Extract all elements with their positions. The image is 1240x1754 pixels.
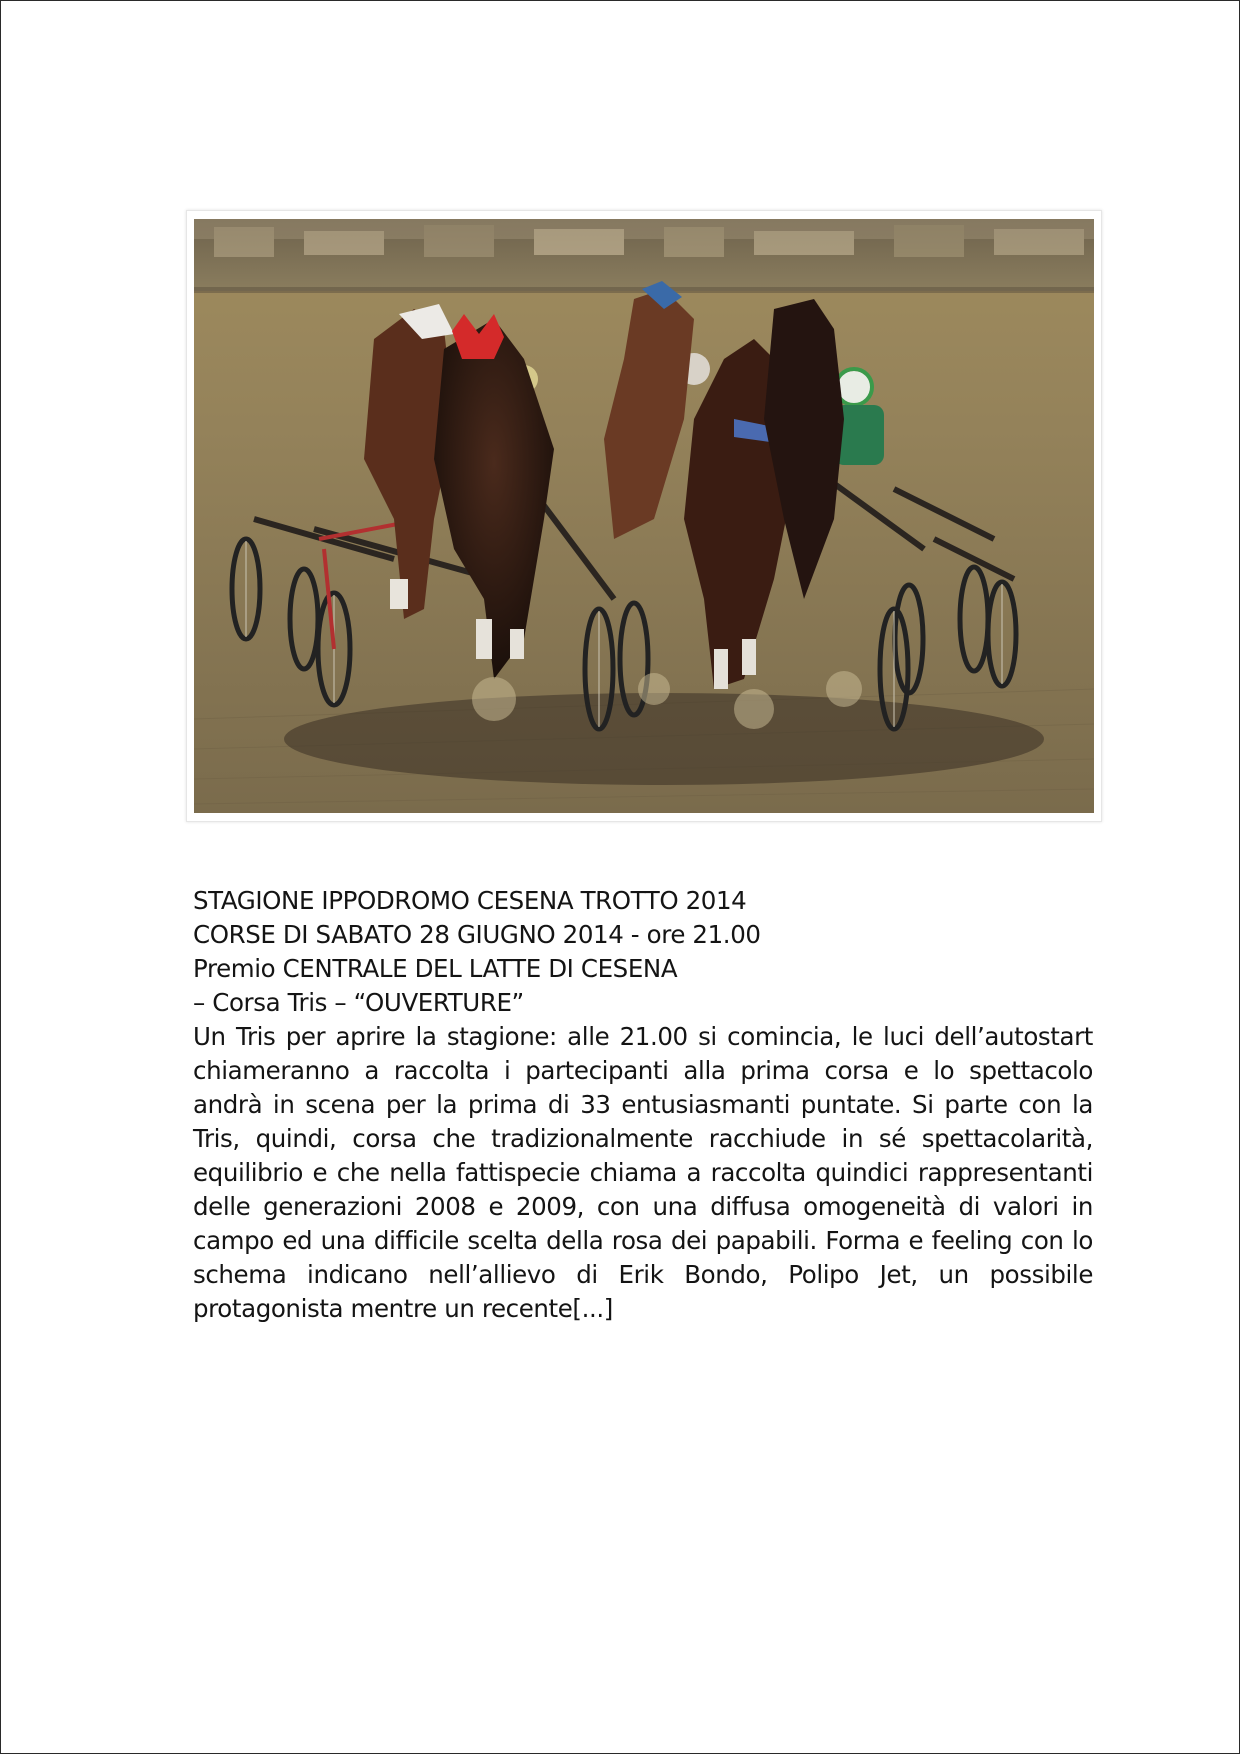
heading-line-race-date: CORSE DI SABATO 28 GIUGNO 2014 - ore 21.00 (193, 920, 761, 949)
article-body: Un Tris per aprire la stagione: alle 21.00 si comincia, le luci dell’autostart chiameranno a raccolta i partecipanti alla prima corsa e lo spettacolo andrà in scena per la prima di 33 entusiasmanti puntate. Si parte con la Tris, quindi, corsa che tradizionalmente racchiude in sé spettacolarità, equilibrio e che nella fattispecie chiama a raccolta quindici rappresentanti delle generazioni 2008 e 2009, con una diffusa omogeneità di valori in campo ed una difficile scelta della rosa dei papabili. Forma e feeling con lo schema indicano nell’allievo di Erik Bondo, Polipo Jet, un possibile protagonista mentre un recente[...] (193, 1022, 1093, 1323)
harness-race-photo (194, 219, 1094, 813)
heading-line-prize: Premio CENTRALE DEL LATTE DI CESENA (193, 954, 678, 983)
heading-line-race-name: – Corsa Tris – “OUVERTURE” (193, 988, 524, 1017)
article-photo (186, 210, 1102, 822)
article-text (193, 884, 1093, 1326)
heading-line-season: STAGIONE IPPODROMO CESENA TROTTO 2014 (193, 886, 747, 915)
